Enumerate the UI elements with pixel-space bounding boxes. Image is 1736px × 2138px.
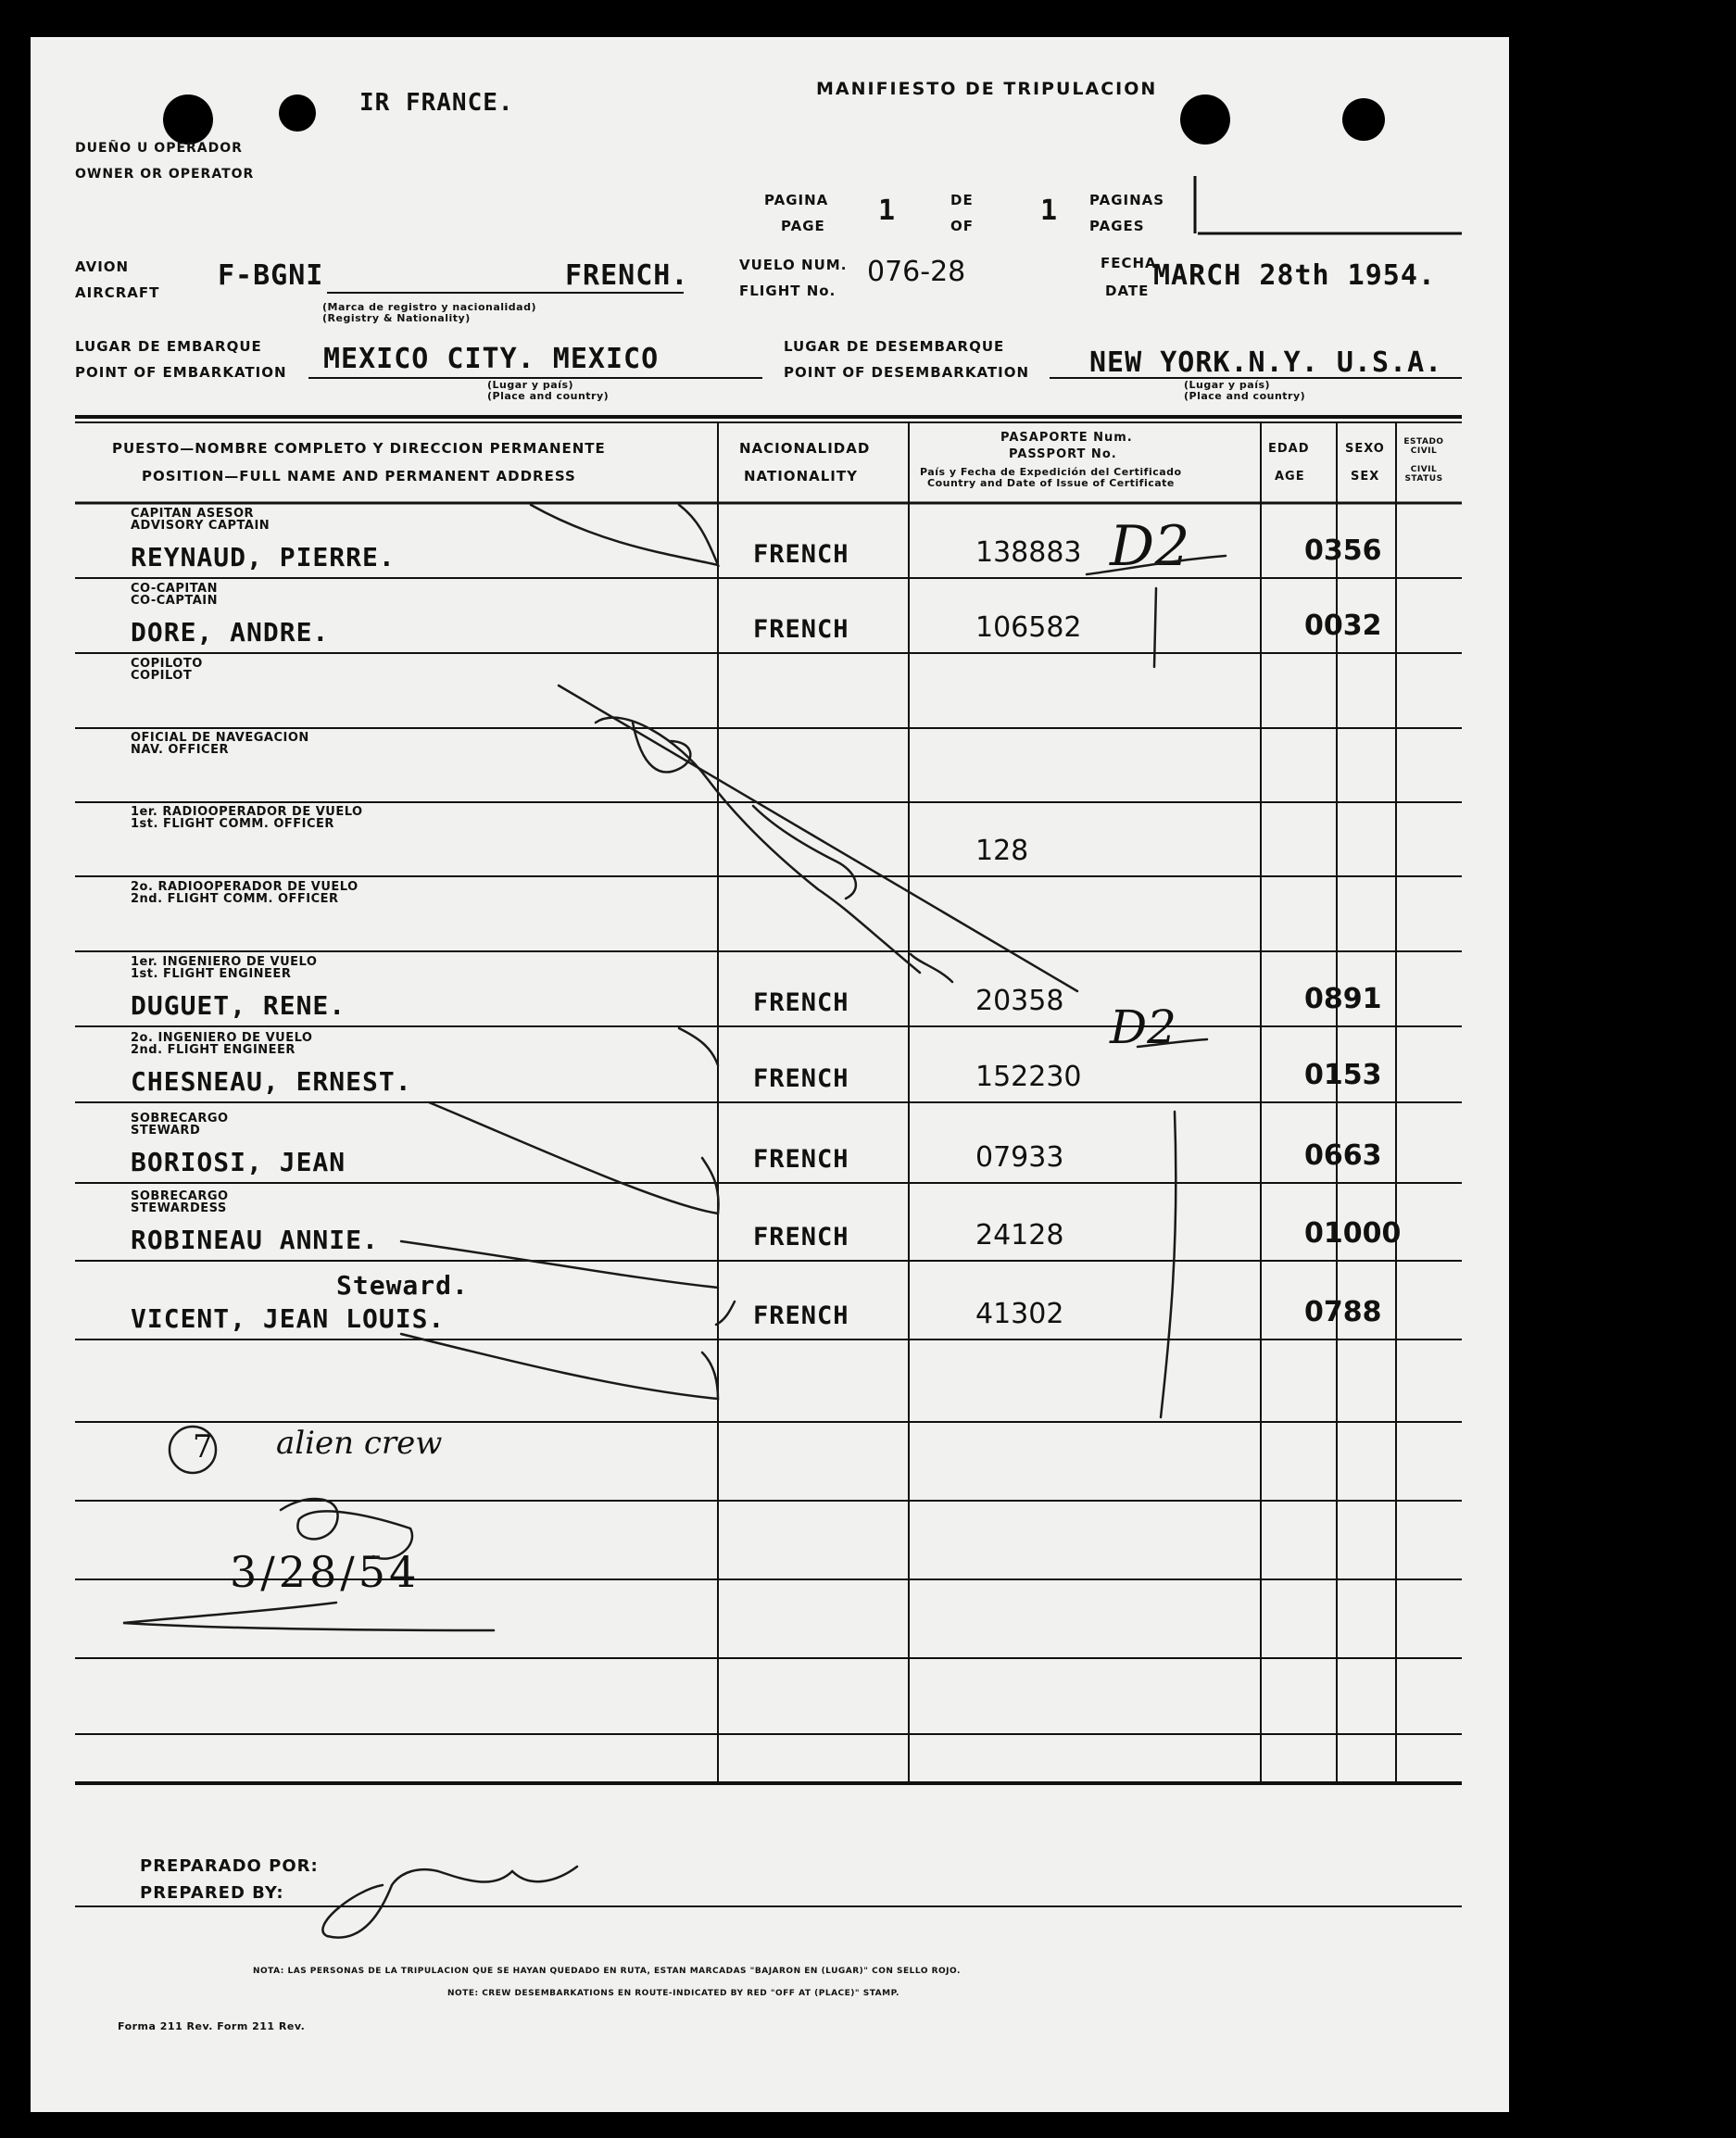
col-age-header-es: EDAD — [1268, 442, 1310, 456]
row-nationality: FRENCH — [753, 615, 849, 644]
col-civil-header-en: CIVIL STATUS — [1404, 465, 1443, 484]
row-position-es: 1er. INGENIERO DE VUELO — [131, 955, 318, 969]
page-number: 1 — [878, 195, 897, 227]
row-name: ROBINEAU ANNIE. — [131, 1225, 379, 1255]
form-title: MANIFIESTO DE TRIPULACION — [816, 79, 1158, 99]
embark-place: MEXICO CITY. MEXICO — [323, 343, 660, 375]
owner-label-es: DUEÑO U OPERADOR — [75, 141, 243, 156]
prepared-label-en: PREPARED BY: — [140, 1883, 284, 1903]
col-passport-note-en: Country and Date of Issue of Certificate — [927, 477, 1175, 489]
row-name: BORIOSI, JEAN — [131, 1147, 346, 1177]
row-position-es: CO-CAPITAN — [131, 582, 218, 596]
date-label-en: DATE — [1105, 283, 1150, 299]
row-position-en: COPILOT — [131, 669, 193, 683]
registry-note-es: (Marca de registro y nacionalidad) — [322, 301, 537, 313]
disembark-label-es: LUGAR DE DESEMBARQUE — [784, 338, 1005, 355]
disembark-place: NEW YORK.N.Y. U.S.A. — [1089, 346, 1443, 379]
form-rules — [31, 37, 1509, 2112]
flight-label-en: FLIGHT No. — [739, 283, 837, 299]
prepared-label-es: PREPARADO POR: — [140, 1856, 319, 1876]
row-position-en: ADVISORY CAPTAIN — [131, 519, 270, 533]
aircraft-nationality: FRENCH. — [565, 259, 689, 292]
aircraft-label-es: AVION — [75, 258, 130, 275]
row-age: 0663 — [1304, 1139, 1382, 1172]
col-passport-note-es: País y Fecha de Expedición del Certificado — [920, 466, 1182, 478]
row-name: CHESNEAU, ERNEST. — [131, 1066, 412, 1097]
row-position-es: 2o. INGENIERO DE VUELO — [131, 1031, 313, 1045]
owner-label-en: OWNER OR OPERATOR — [75, 167, 255, 182]
d2-mark-2: D2 — [1110, 1000, 1176, 1054]
flight-date: MARCH 28th 1954. — [1153, 259, 1436, 292]
pages-label-en: PAGES — [1089, 218, 1145, 234]
row-age: 0032 — [1304, 610, 1382, 642]
row-position-en: Steward. — [336, 1270, 469, 1301]
date-label-es: FECHA — [1101, 255, 1157, 271]
row-position-en: STEWARD — [131, 1124, 201, 1138]
row-age: 01000 — [1304, 1217, 1402, 1250]
embark-place-note-es: (Lugar y país) — [487, 379, 574, 391]
row-position-en: NAV. OFFICER — [131, 743, 229, 757]
row-position-en: STEWARDESS — [131, 1201, 227, 1215]
row-position-en: 1st. FLIGHT ENGINEER — [131, 967, 292, 981]
d2-mark-1: D2 — [1110, 514, 1190, 579]
row-position-en: CO-CAPTAIN — [131, 594, 218, 608]
row-name: VICENT, JEAN LOUIS. — [131, 1303, 446, 1334]
of-label-en: OF — [950, 218, 974, 234]
row-position-en: 1st. FLIGHT COMM. OFFICER — [131, 817, 334, 831]
col-nationality-header-es: NACIONALIDAD — [739, 440, 871, 457]
disembark-place-note-en: (Place and country) — [1184, 390, 1306, 402]
flight-label-es: VUELO NUM. — [739, 257, 848, 273]
page-label-en: PAGE — [781, 218, 825, 234]
row-passport: 106582 — [975, 611, 1082, 644]
col-passport-header-es: PASAPORTE Num. — [1000, 431, 1133, 445]
row-position-es: 1er. RADIOOPERADOR DE VUELO — [131, 805, 363, 819]
row-name: DORE, ANDRE. — [131, 617, 330, 648]
row-nationality: FRENCH — [753, 540, 849, 569]
disembark-place-note-es: (Lugar y país) — [1184, 379, 1271, 391]
row-age: 0153 — [1304, 1059, 1382, 1091]
of-label-es: DE — [950, 192, 974, 208]
row-nationality: FRENCH — [753, 1223, 849, 1251]
row-passport: 24128 — [975, 1219, 1064, 1251]
row-age: 0356 — [1304, 534, 1382, 567]
col-sex-header-es: SEXO — [1345, 442, 1385, 456]
col-age-header-en: AGE — [1275, 470, 1305, 484]
stamp-date-handwritten: 3/28/54 — [230, 1547, 421, 1597]
col-name-header-es: PUESTO—NOMBRE COMPLETO Y DIRECCION PERMANENTE — [112, 440, 606, 457]
embark-label-es: LUGAR DE EMBARQUE — [75, 338, 262, 355]
form-number: Forma 211 Rev. Form 211 Rev. — [118, 2020, 306, 2032]
manifest-page — [31, 37, 1509, 2112]
col-name-header-en: POSITION—FULL NAME AND PERMANENT ADDRESS — [142, 468, 576, 484]
embark-place-note-en: (Place and country) — [487, 390, 610, 402]
aircraft-label-en: AIRCRAFT — [75, 284, 160, 301]
row-passport: 138883 — [975, 536, 1082, 569]
pages-total: 1 — [1040, 195, 1059, 227]
footer-note-es: NOTA: LAS PERSONAS DE LA TRIPULACION QUE SE HAYAN QUEDADO EN RUTA, ESTAN MARCADAS "BAJARON EN (LUGAR)" CON SELLO ROJO. — [253, 1967, 961, 1976]
flight-number: 076-28 — [867, 256, 966, 288]
row-position-es: SOBRECARGO — [131, 1112, 229, 1126]
col-sex-header-en: SEX — [1351, 470, 1380, 484]
crew-count-handwritten: 7 — [193, 1428, 213, 1465]
pages-label-es: PAGINAS — [1089, 192, 1165, 208]
crew-note-handwritten: alien crew — [276, 1425, 443, 1462]
page-label-es: PAGINA — [764, 192, 829, 208]
row-nationality: FRENCH — [753, 1064, 849, 1093]
row-position-es: COPILOTO — [131, 657, 203, 671]
row-position-es: CAPITAN ASESOR — [131, 507, 255, 521]
row-passport: 41302 — [975, 1298, 1064, 1330]
row-position-es: SOBRECARGO — [131, 1189, 229, 1203]
col-passport-header-en: PASSPORT No. — [1009, 447, 1117, 461]
row-position-en: 2nd. FLIGHT COMM. OFFICER — [131, 892, 339, 906]
row-passport: 20358 — [975, 985, 1064, 1017]
row-nationality: FRENCH — [753, 988, 849, 1017]
row-name: DUGUET, RENE. — [131, 990, 346, 1021]
footer-note-en: NOTE: CREW DESEMBARKATIONS EN ROUTE-INDICATED BY RED "OFF AT (PLACE)" STAMP. — [447, 1989, 899, 1998]
col-nationality-header-en: NATIONALITY — [744, 468, 858, 484]
row-position-es: OFICIAL DE NAVEGACION — [131, 731, 309, 745]
row-position-es: 2o. RADIOOPERADOR DE VUELO — [131, 880, 359, 894]
row-position-en: 2nd. FLIGHT ENGINEER — [131, 1043, 296, 1057]
row-nationality: FRENCH — [753, 1302, 849, 1330]
row-passport: 152230 — [975, 1061, 1082, 1093]
embark-label-en: POINT OF EMBARKATION — [75, 364, 287, 381]
row-age: 0788 — [1304, 1296, 1382, 1328]
aircraft-registration: F-BGNI — [218, 259, 324, 292]
registry-note-en: (Registry & Nationality) — [322, 312, 471, 324]
row-passport: 07933 — [975, 1141, 1064, 1174]
disembark-label-en: POINT OF DESEMBARKATION — [784, 364, 1030, 381]
row-name: REYNAUD, PIERRE. — [131, 542, 396, 572]
row-age: 0891 — [1304, 983, 1382, 1015]
row-passport: 128 — [975, 835, 1029, 867]
row-nationality: FRENCH — [753, 1145, 849, 1174]
col-civil-header-es: ESTADO CIVIL — [1403, 437, 1444, 456]
airline-name: IR FRANCE. — [359, 89, 514, 117]
